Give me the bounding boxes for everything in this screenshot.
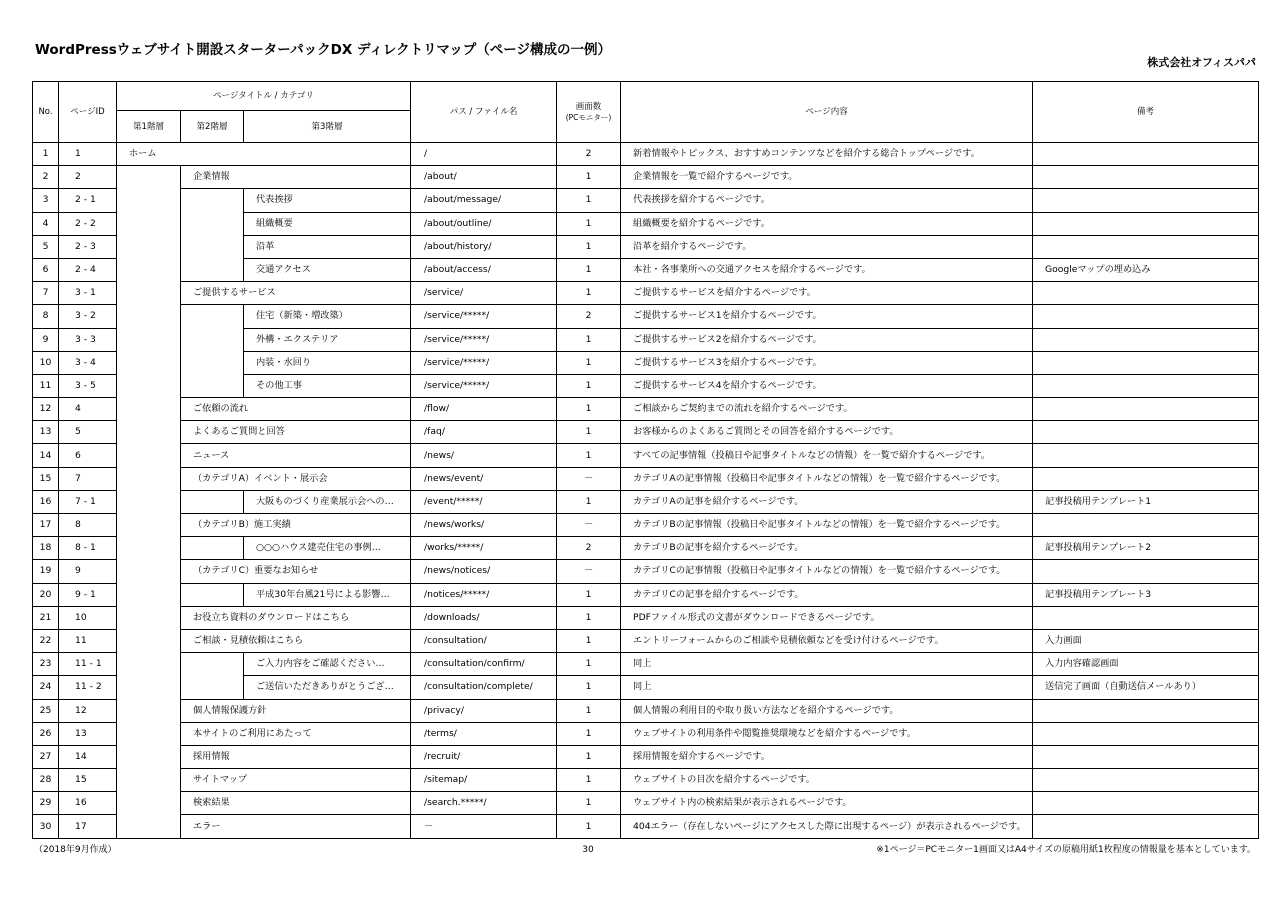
remarks-cell: [1033, 166, 1259, 189]
path-cell: /service/*****/: [411, 328, 557, 351]
page-content: すべての記事情報（投稿日や記事タイトルなどの情報）を一覧で紹介するページです。: [621, 444, 1033, 467]
page-content: PDFファイル形式の文書がダウンロードできるページです。: [621, 606, 1033, 629]
path-cell: /event/*****/: [411, 490, 557, 513]
remarks-cell: [1033, 745, 1259, 768]
page-id: 13: [59, 722, 117, 745]
page-title-level3: 内装・水回り: [244, 351, 411, 374]
row-number: 20: [33, 583, 59, 606]
page-id: 9 - 1: [59, 583, 117, 606]
remarks-cell: 記事投稿用テンプレート2: [1033, 537, 1259, 560]
screen-count: 2: [557, 305, 621, 328]
level2-indent: [181, 583, 244, 606]
row-number: 19: [33, 560, 59, 583]
level2-indent: [181, 189, 244, 282]
page-title-level2: エラー: [181, 815, 411, 838]
path-cell: /news/notices/: [411, 560, 557, 583]
path-cell: /news/: [411, 444, 557, 467]
path-cell: /downloads/: [411, 606, 557, 629]
page-id: 16: [59, 792, 117, 815]
table-row: [33, 745, 1259, 768]
screen-count: 1: [557, 745, 621, 768]
company-name: 株式会社オフィスパパ: [1147, 56, 1256, 69]
page-title-level3: ご入力内容をご確認ください…: [244, 653, 411, 676]
header-screens: [557, 82, 621, 143]
page-title-level2: ご相談・見積依頼はこちら: [181, 629, 411, 652]
row-number: 3: [33, 189, 59, 212]
screen-count: 1: [557, 166, 621, 189]
screen-count: 1: [557, 583, 621, 606]
remarks-cell: [1033, 792, 1259, 815]
level2-indent: [181, 305, 244, 398]
table-row: [33, 583, 1259, 606]
row-number: 17: [33, 514, 59, 537]
screen-count: 1: [557, 699, 621, 722]
table-row: [33, 282, 1259, 305]
page-content: カテゴリBの記事情報（投稿日や記事タイトルなどの情報）を一覧で紹介するページです。: [621, 514, 1033, 537]
row-number: 30: [33, 815, 59, 838]
remarks-cell: [1033, 212, 1259, 235]
page-content: エントリーフォームからのご相談や見積依頼などを受け付けるページです。: [621, 629, 1033, 652]
row-number: 13: [33, 421, 59, 444]
page-id: 7: [59, 467, 117, 490]
page-id: 1: [59, 143, 117, 166]
path-cell: /about/outline/: [411, 212, 557, 235]
page-title-level3: 平成30年台風21号による影響…: [244, 583, 411, 606]
page-title-level3: 大阪ものづくり産業展示会への…: [244, 490, 411, 513]
row-number: 25: [33, 699, 59, 722]
page-content: カテゴリAの記事情報（投稿日や記事タイトルなどの情報）を一覧で紹介するページです。: [621, 467, 1033, 490]
screen-count: 1: [557, 629, 621, 652]
path-cell: /works/*****/: [411, 537, 557, 560]
page-id: 3 - 1: [59, 282, 117, 305]
page-content: ご相談からご契約までの流れを紹介するページです。: [621, 398, 1033, 421]
header-level1: 第1階層: [117, 111, 181, 143]
page-content: 沿革を紹介するページです。: [621, 235, 1033, 258]
table-row: [33, 629, 1259, 652]
remarks-cell: Googleマップの埋め込み: [1033, 258, 1259, 281]
screen-count: 1: [557, 235, 621, 258]
path-cell: /consultation/: [411, 629, 557, 652]
remarks-cell: [1033, 467, 1259, 490]
path-cell: /terms/: [411, 722, 557, 745]
page-id: 8: [59, 514, 117, 537]
screen-count: 1: [557, 189, 621, 212]
page-title-level3: 沿革: [244, 235, 411, 258]
page-title-level2: 採用情報: [181, 745, 411, 768]
row-number: 7: [33, 282, 59, 305]
page-content: カテゴリBの記事を紹介するページです。: [621, 537, 1033, 560]
page-content: 同上: [621, 653, 1033, 676]
table-row: [33, 699, 1259, 722]
row-number: 4: [33, 212, 59, 235]
page-content: 組織概要を紹介するページです。: [621, 212, 1033, 235]
remarks-cell: [1033, 815, 1259, 838]
remarks-cell: 記事投稿用テンプレート1: [1033, 490, 1259, 513]
page-content: 代表挨拶を紹介するページです。: [621, 189, 1033, 212]
table-row: [33, 815, 1259, 838]
table-row: [33, 490, 1259, 513]
page-content: 404エラー（存在しないページにアクセスした際に出現するページ）が表示されるページです。: [621, 815, 1033, 838]
page-id: 2: [59, 166, 117, 189]
page-title-level3: 代表挨拶: [244, 189, 411, 212]
page-content: 個人情報の利用目的や取り扱い方法などを紹介するページです。: [621, 699, 1033, 722]
page-title-level2: ニュース: [181, 444, 411, 467]
remarks-cell: [1033, 374, 1259, 397]
page-title-level2: （カテゴリB）施工実績: [181, 514, 411, 537]
path-cell: /news/works/: [411, 514, 557, 537]
page-id: 10: [59, 606, 117, 629]
path-cell: /privacy/: [411, 699, 557, 722]
table-body: [33, 143, 1259, 839]
screen-count: 1: [557, 769, 621, 792]
footer-note: ※1ページ＝PCモニター1画面又はA4サイズの原稿用紙1枚程度の情報量を基本としています。: [876, 845, 1256, 855]
remarks-cell: [1033, 282, 1259, 305]
page-id: 3 - 2: [59, 305, 117, 328]
path-cell: /news/event/: [411, 467, 557, 490]
table-row: [33, 560, 1259, 583]
header-remarks: 備考: [1033, 82, 1259, 143]
page-id: 2 - 2: [59, 212, 117, 235]
table-row: [33, 537, 1259, 560]
table-row: [33, 189, 1259, 212]
screen-count: －: [557, 467, 621, 490]
screen-count: 1: [557, 374, 621, 397]
remarks-cell: [1033, 421, 1259, 444]
page-title-level2: 本サイトのご利用にあたって: [181, 722, 411, 745]
created-date: （2018年9月作成）: [34, 845, 117, 855]
path-cell: /consultation/complete/: [411, 676, 557, 699]
page-title-level3: 住宅（新築・増改築）: [244, 305, 411, 328]
table-row: [33, 653, 1259, 676]
path-cell: /service/*****/: [411, 374, 557, 397]
row-number: 24: [33, 676, 59, 699]
page-title-level2: ご依頼の流れ: [181, 398, 411, 421]
page-content: ご提供するサービスを紹介するページです。: [621, 282, 1033, 305]
remarks-cell: [1033, 606, 1259, 629]
row-number: 28: [33, 769, 59, 792]
level2-indent: [181, 653, 244, 699]
row-number: 23: [33, 653, 59, 676]
path-cell: /about/access/: [411, 258, 557, 281]
page-id: 11 - 2: [59, 676, 117, 699]
path-cell: /consultation/confirm/: [411, 653, 557, 676]
row-number: 26: [33, 722, 59, 745]
remarks-cell: [1033, 514, 1259, 537]
table-row: [33, 467, 1259, 490]
screen-count: 1: [557, 792, 621, 815]
path-cell: /recruit/: [411, 745, 557, 768]
page-content: ウェブサイト内の検索結果が表示されるページです。: [621, 792, 1033, 815]
screen-count: 1: [557, 258, 621, 281]
header-content: ページ内容: [621, 82, 1033, 143]
path-cell: －: [411, 815, 557, 838]
table-row: [33, 166, 1259, 189]
page-title-level1: ホーム: [117, 143, 411, 166]
page-title-level2: よくあるご質問と回答: [181, 421, 411, 444]
remarks-cell: [1033, 189, 1259, 212]
header-screens-note: (PCモニター): [565, 113, 612, 122]
page-id: 2 - 1: [59, 189, 117, 212]
page-id: 6: [59, 444, 117, 467]
page-content: ご提供するサービス4を紹介するページです。: [621, 374, 1033, 397]
page-title-level2: 検索結果: [181, 792, 411, 815]
row-number: 18: [33, 537, 59, 560]
page-content: お客様からのよくあるご質問とその回答を紹介するページです。: [621, 421, 1033, 444]
page-title-level2: 企業情報: [181, 166, 411, 189]
header-page-id: ページID: [59, 82, 117, 143]
header-title-category: ページタイトル / カテゴリ: [117, 82, 411, 111]
screen-count: 1: [557, 351, 621, 374]
screen-count: 1: [557, 328, 621, 351]
row-number: 1: [33, 143, 59, 166]
page-content: カテゴリCの記事情報（投稿日や記事タイトルなどの情報）を一覧で紹介するページです。: [621, 560, 1033, 583]
screen-count: 1: [557, 815, 621, 838]
path-cell: /search.*****/: [411, 792, 557, 815]
level2-indent: [181, 537, 244, 560]
screen-count: 2: [557, 537, 621, 560]
row-number: 15: [33, 467, 59, 490]
screen-count: 1: [557, 212, 621, 235]
page-id: 3 - 5: [59, 374, 117, 397]
screen-count: 1: [557, 676, 621, 699]
table-row: [33, 421, 1259, 444]
screen-count: 1: [557, 398, 621, 421]
page-content: ウェブサイトの利用条件や閲覧推奨環境などを紹介するページです。: [621, 722, 1033, 745]
row-number: 14: [33, 444, 59, 467]
remarks-cell: 入力内容確認画面: [1033, 653, 1259, 676]
page-id: 4: [59, 398, 117, 421]
remarks-cell: [1033, 305, 1259, 328]
row-number: 21: [33, 606, 59, 629]
remarks-cell: [1033, 398, 1259, 421]
screen-count: －: [557, 514, 621, 537]
table-row: [33, 305, 1259, 328]
row-number: 12: [33, 398, 59, 421]
remarks-cell: [1033, 351, 1259, 374]
screen-count: 1: [557, 653, 621, 676]
row-number: 2: [33, 166, 59, 189]
page-id: 11: [59, 629, 117, 652]
screen-count: 1: [557, 722, 621, 745]
page-content: 企業情報を一覧で紹介するページです。: [621, 166, 1033, 189]
page-id: 11 - 1: [59, 653, 117, 676]
page-number: 30: [582, 845, 594, 855]
table-row: [33, 792, 1259, 815]
screen-count: 2: [557, 143, 621, 166]
page-id: 14: [59, 745, 117, 768]
row-number: 16: [33, 490, 59, 513]
page-id: 9: [59, 560, 117, 583]
page-title-level3: 組織概要: [244, 212, 411, 235]
page-content: 新着情報やトピックス、おすすめコンテンツなどを紹介する総合トップページです。: [621, 143, 1033, 166]
path-cell: /service/*****/: [411, 351, 557, 374]
page-content: 本社・各事業所への交通アクセスを紹介するページです。: [621, 258, 1033, 281]
row-number: 10: [33, 351, 59, 374]
path-cell: /: [411, 143, 557, 166]
header-path: パス / ファイル名: [411, 82, 557, 143]
page-id: 2 - 3: [59, 235, 117, 258]
path-cell: /service/: [411, 282, 557, 305]
level1-indent: [117, 166, 181, 838]
path-cell: /sitemap/: [411, 769, 557, 792]
page-title-level2: （カテゴリC）重要なお知らせ: [181, 560, 411, 583]
page-id: 2 - 4: [59, 258, 117, 281]
remarks-cell: [1033, 143, 1259, 166]
remarks-cell: [1033, 328, 1259, 351]
screen-count: 1: [557, 421, 621, 444]
row-number: 8: [33, 305, 59, 328]
remarks-cell: [1033, 560, 1259, 583]
page-id: 12: [59, 699, 117, 722]
page-id: 3 - 3: [59, 328, 117, 351]
page-content: ご提供するサービス1を紹介するページです。: [621, 305, 1033, 328]
page-title-level3: ○○○ハウス建売住宅の事例…: [244, 537, 411, 560]
path-cell: /about/: [411, 166, 557, 189]
page-id: 3 - 4: [59, 351, 117, 374]
remarks-cell: [1033, 722, 1259, 745]
page-title-level2: 個人情報保護方針: [181, 699, 411, 722]
remarks-cell: 送信完了画面（自動送信メールあり）: [1033, 676, 1259, 699]
page-content: ウェブサイトの目次を紹介するページです。: [621, 769, 1033, 792]
row-number: 27: [33, 745, 59, 768]
screen-count: 1: [557, 606, 621, 629]
header-level3: 第3階層: [244, 111, 411, 143]
path-cell: /faq/: [411, 421, 557, 444]
header-no: No.: [33, 82, 59, 143]
page-title-level3: 交通アクセス: [244, 258, 411, 281]
remarks-cell: 記事投稿用テンプレート3: [1033, 583, 1259, 606]
path-cell: /about/history/: [411, 235, 557, 258]
path-cell: /service/*****/: [411, 305, 557, 328]
page-id: 7 - 1: [59, 490, 117, 513]
page-content: カテゴリAの記事を紹介するページです。: [621, 490, 1033, 513]
page-id: 15: [59, 769, 117, 792]
table-row: [33, 606, 1259, 629]
table-row: [33, 722, 1259, 745]
header-row: [33, 82, 1259, 111]
table-row: [33, 143, 1259, 166]
table-row: [33, 444, 1259, 467]
table-row: [33, 769, 1259, 792]
remarks-cell: [1033, 699, 1259, 722]
header-level2: 第2階層: [181, 111, 244, 143]
screen-count: 1: [557, 490, 621, 513]
path-cell: /flow/: [411, 398, 557, 421]
page-title-level2: （カテゴリA）イベント・展示会: [181, 467, 411, 490]
header-screens-label: 画面数: [575, 102, 602, 112]
row-number: 5: [33, 235, 59, 258]
page-content: 採用情報を紹介するページです。: [621, 745, 1033, 768]
page-title-level3: ご送信いただきありがとうござ…: [244, 676, 411, 699]
page-title-level2: サイトマップ: [181, 769, 411, 792]
page-id: 5: [59, 421, 117, 444]
screen-count: 1: [557, 444, 621, 467]
path-cell: /notices/*****/: [411, 583, 557, 606]
page-content: 同上: [621, 676, 1033, 699]
level2-indent: [181, 490, 244, 513]
screen-count: 1: [557, 282, 621, 305]
table-header: [33, 82, 1259, 143]
path-cell: /about/message/: [411, 189, 557, 212]
remarks-cell: [1033, 444, 1259, 467]
row-number: 22: [33, 629, 59, 652]
page-title-level2: お役立ち資料のダウンロードはこちら: [181, 606, 411, 629]
page-title-level3: その他工事: [244, 374, 411, 397]
page-title-level2: ご提供するサービス: [181, 282, 411, 305]
row-number: 6: [33, 258, 59, 281]
table-row: [33, 398, 1259, 421]
page-title-level3: 外構・エクステリア: [244, 328, 411, 351]
row-number: 11: [33, 374, 59, 397]
row-number: 9: [33, 328, 59, 351]
page-id: 8 - 1: [59, 537, 117, 560]
table-row: [33, 514, 1259, 537]
document-title: WordPressウェブサイト開設スターターパックDX ディレクトリマップ（ページ構成の一例）: [35, 42, 612, 58]
remarks-cell: [1033, 769, 1259, 792]
directory-map-table: [32, 81, 1259, 839]
page-content: ご提供するサービス3を紹介するページです。: [621, 351, 1033, 374]
page-content: ご提供するサービス2を紹介するページです。: [621, 328, 1033, 351]
page-content: カテゴリCの記事を紹介するページです。: [621, 583, 1033, 606]
remarks-cell: [1033, 235, 1259, 258]
row-number: 29: [33, 792, 59, 815]
remarks-cell: 入力画面: [1033, 629, 1259, 652]
screen-count: －: [557, 560, 621, 583]
page-id: 17: [59, 815, 117, 838]
